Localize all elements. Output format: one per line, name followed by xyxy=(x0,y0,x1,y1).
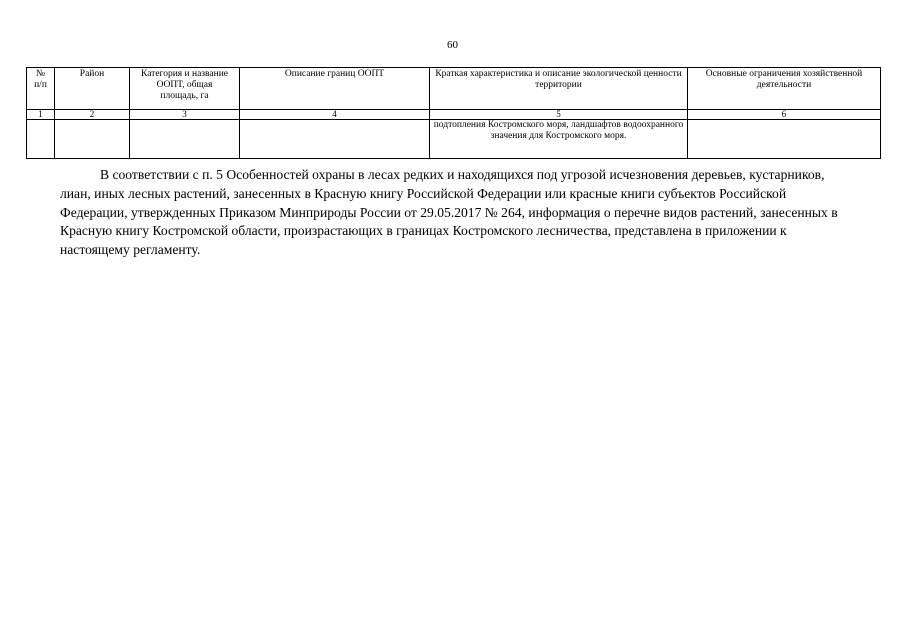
header-characteristics: Краткая характеристика и описание экологической ценности территории xyxy=(430,68,688,110)
column-number-1: 1 xyxy=(27,110,55,120)
column-number-3: 3 xyxy=(130,110,240,120)
column-number-2: 2 xyxy=(55,110,130,120)
header-number-line-2: п/п xyxy=(34,80,47,90)
table-column-number-row xyxy=(27,110,881,120)
header-restrictions: Основные ограничения хозяйственной деятельности xyxy=(688,68,881,110)
header-number xyxy=(27,68,55,110)
table-cell xyxy=(27,120,55,159)
table-cell xyxy=(130,120,240,159)
column-number-4: 4 xyxy=(240,110,430,120)
header-boundaries: Описание границ ООПТ xyxy=(240,68,430,110)
table-row xyxy=(27,120,881,159)
header-category-line-3: площадь, га xyxy=(160,91,209,101)
column-number-5: 5 xyxy=(430,110,688,120)
table-header-row xyxy=(27,68,881,110)
header-number-line-1: № xyxy=(35,69,46,79)
header-category-line-1: Категория и название xyxy=(140,69,228,79)
header-category-line-2: ООПТ, общая xyxy=(156,80,213,90)
column-number-6: 6 xyxy=(688,110,881,120)
body-paragraph-text: В соответствии с п. 5 Особенностей охраны в лесах редких и находящихся под угрозой исчезновения деревьев, кустарников, лиан, иных лесных растений, занесенных в Красную книгу Российской Федерации или красные книги субъектов Российской Федерации, утвержденных Приказом Минприроды России от 29.05.2017 № 264, информация о перечне видов растений, занесенных в Красную книгу Костромской области, произрастающих в границах Костромского лесничества, представлена в приложении к настоящему регламенту. xyxy=(60,167,838,258)
table-cell xyxy=(688,120,881,159)
table-cell xyxy=(240,120,430,159)
header-category xyxy=(130,68,240,110)
page-number: 60 xyxy=(447,39,458,51)
oopt-table xyxy=(26,67,881,159)
table-cell-characteristics: подтопления Костромского моря, ландшафтов водоохранного значения для Костромского моря. xyxy=(430,120,688,159)
body-paragraph xyxy=(60,166,850,260)
header-district: Район xyxy=(55,68,130,110)
table-cell xyxy=(55,120,130,159)
